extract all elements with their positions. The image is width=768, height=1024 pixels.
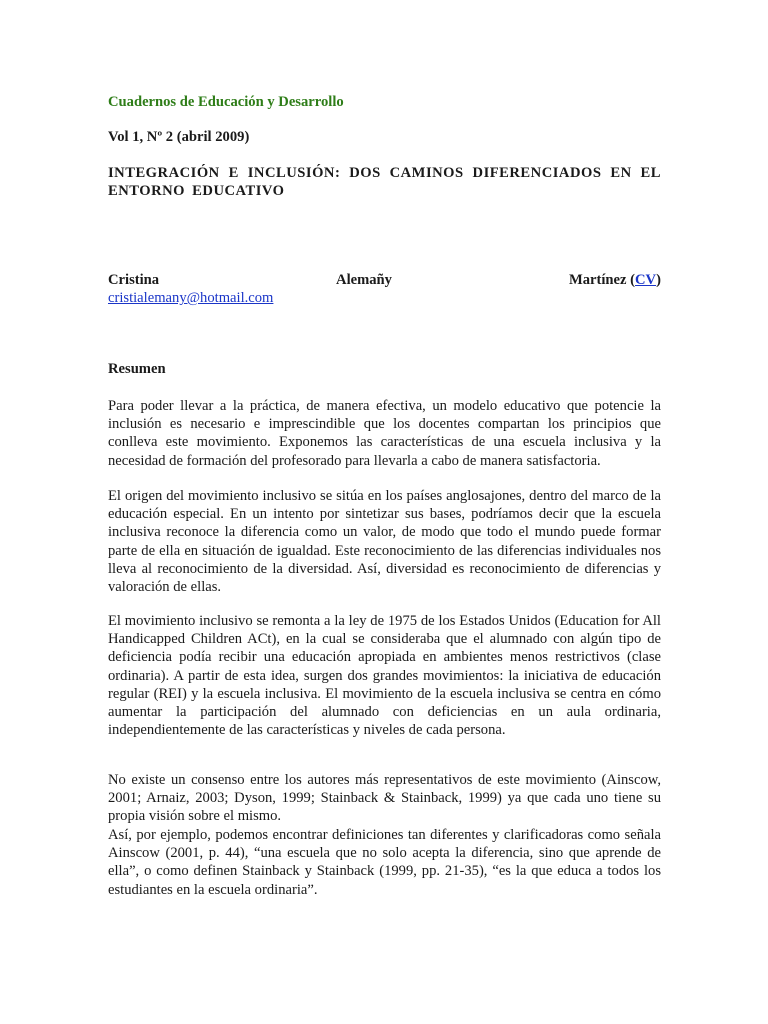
author-line	[108, 271, 661, 289]
paragraph: No existe un consenso entre los autores más representativos de este movimiento (Ainscow, 2001; Arnaiz, 2003; Dyson, 1999; Stainback & Stainback, 1999) ya que cada uno tiene su propia visión sobre el mismo.	[108, 772, 661, 825]
author-email-link[interactable]: cristialemany@hotmail.com	[108, 290, 274, 306]
section-heading-resumen: Resumen	[108, 361, 166, 377]
author-first-name: Cristina	[108, 272, 160, 288]
paragraph: Para poder llevar a la práctica, de manera efectiva, un modelo educativo que potencie la inclusión es necesario e imprescindible que los docentes compartan los principios que conlleva este movimiento. Exponemos las características de una escuela inclusiva y la necesidad de formación del profesorado para llevarla a cabo de manera satisfactoria.	[108, 398, 661, 469]
journal-name: Cuadernos de Educación y Desarrollo	[108, 94, 344, 110]
paragraph: El origen del movimiento inclusivo se sitúa en los países anglosajones, dentro del marco de la educación especial. En un intento por sintetizar sus bases, podríamos decir que la escuela inclusiva reconoce la diferencia como un valor, de modo que todo el mundo puede formar parte de ella en situación de igualdad. Este reconocimiento de las diferencias individuales nos lleva al reconocimiento de la diversidad. Así, diversidad es reconocimiento de diferencias y valoración de ellas.	[108, 488, 661, 596]
paragraph: El movimiento inclusivo se remonta a la ley de 1975 de los Estados Unidos (Education for All Handicapped Children ACt), en la cual se consideraba que el alumnado con algún tipo de deficiencia podía recibir una educación apropiada en ambientes menos restrictivos (clase ordinaria). A partir de esta idea, surgen dos grandes movimientos: la iniciativa de educación regular (REI) y la escuela inclusiva. El movimiento de la escuela inclusiva se centra en cómo aumentar la participación del alumnado con deficiencias en un aula ordinaria, independientemente de las características y niveles de cada persona.	[108, 613, 661, 739]
paragraph: Así, por ejemplo, podemos encontrar definiciones tan diferentes y clarificadoras como señala Ainscow (2001, p. 44), “una escuela que no solo acepta la diferencia, sino que aprende de ella”, o como definen Stainback y Stainback (1999, pp. 21-35), “es la que educa a todos los estudiantes en la escuela ordinaria”.	[108, 827, 661, 898]
cv-close-paren: )	[656, 272, 661, 288]
article-title: INTEGRACIÓN E INCLUSIÓN: DOS CAMINOS DIFERENCIADOS EN EL ENTORNO EDUCATIVO	[108, 165, 661, 200]
author-middle-name: Alemañy	[336, 272, 392, 288]
cv-open-paren: (	[630, 272, 636, 288]
cv-link[interactable]: CV	[635, 272, 657, 288]
author-last-name: Martínez	[568, 272, 627, 288]
volume-issue: Vol 1, Nº 2 (abril 2009)	[108, 129, 250, 145]
author-last-name-group	[569, 271, 661, 289]
